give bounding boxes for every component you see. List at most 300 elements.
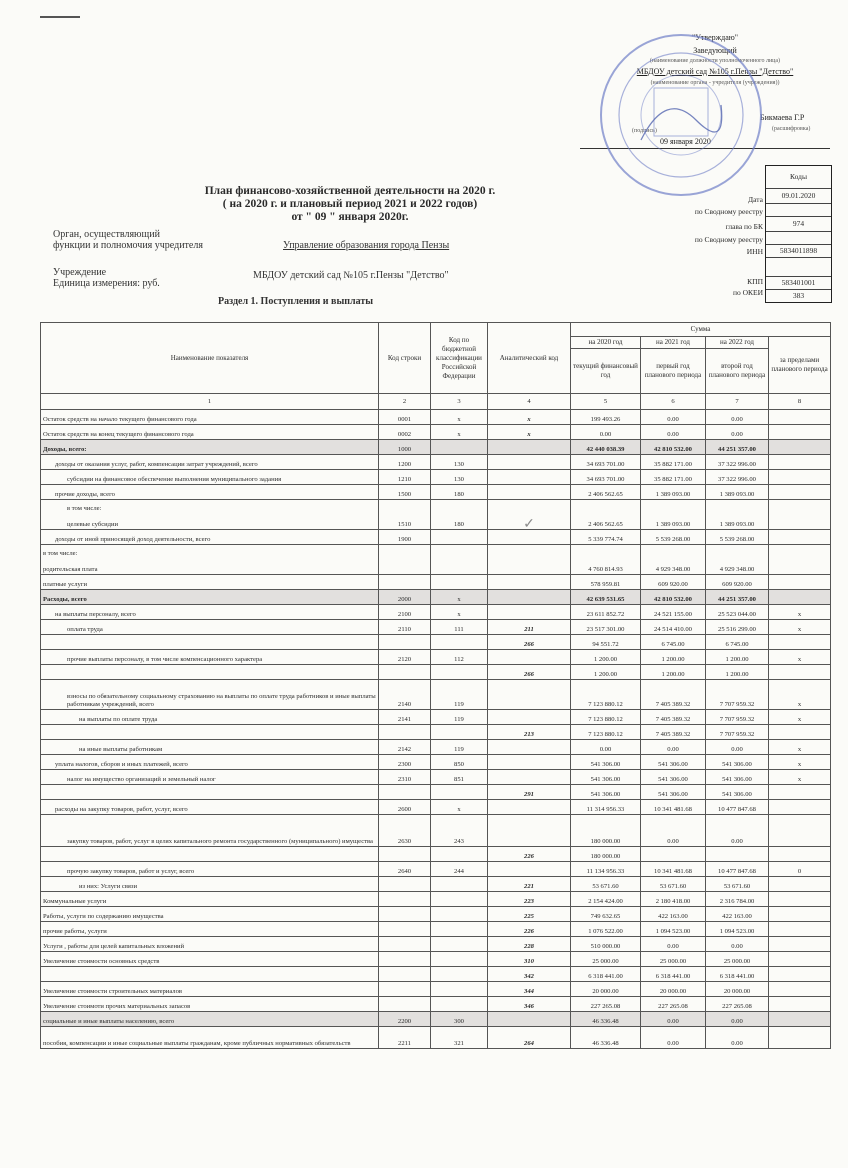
row-code xyxy=(379,877,431,892)
value-2022: 1 094 523.00 xyxy=(706,922,769,937)
row-name xyxy=(41,635,379,650)
row-kbk: 119 xyxy=(431,710,488,725)
row-code xyxy=(379,725,431,740)
table-row xyxy=(41,1027,831,1049)
value-2020: 541 306.00 xyxy=(571,755,641,770)
value-2020: 541 306.00 xyxy=(571,785,641,800)
value-beyond: x xyxy=(769,620,831,635)
approval-date: 09 января 2020 xyxy=(660,137,711,146)
row-kbk xyxy=(431,937,488,952)
row-name: прочие доходы, всего xyxy=(41,485,379,500)
value-beyond xyxy=(769,892,831,907)
title-line-2: ( на 2020 г. и плановый период 2021 и 2022 годов) xyxy=(222,198,478,210)
row-analytic-code xyxy=(488,470,571,485)
row-code xyxy=(379,952,431,967)
table-row xyxy=(41,755,831,770)
bk-label: глава по БК xyxy=(725,222,763,231)
title-line-3: от " 09 " января 2020г. xyxy=(291,211,409,223)
value-2020: 0.00 xyxy=(571,740,641,755)
kpp-value: 583401001 xyxy=(766,277,831,290)
org-caption: (наименование органа - учредителя (учреждения)) xyxy=(650,80,780,86)
header-name: Наименование показателя xyxy=(41,323,379,394)
row-code xyxy=(379,907,431,922)
value-2020: 180 000.00 xyxy=(571,847,641,862)
column-number: 1 xyxy=(41,394,379,410)
value-2020: 7 123 880.12 xyxy=(571,680,641,710)
empty-code xyxy=(766,258,831,277)
row-name: Остаток средств на конец текущего финансового года xyxy=(41,425,379,440)
value-2020: 1 200.00 xyxy=(571,665,641,680)
value-2020: 180 000.00 xyxy=(571,815,641,847)
value-2021: 25 000.00 xyxy=(641,952,706,967)
row-name: Работы, услуги по содержанию имущества xyxy=(41,907,379,922)
institution-value: МБДОУ детский сад №105 г.Пензы "Детство" xyxy=(253,270,449,281)
value-2020: 510 000.00 xyxy=(571,937,641,952)
row-analytic-code: 223 xyxy=(488,892,571,907)
value-2020: 42 440 038.39 xyxy=(571,440,641,455)
row-name: оплата труда xyxy=(41,620,379,635)
value-2020: 7 123 880.12 xyxy=(571,725,641,740)
value-2022: 0.00 xyxy=(706,425,769,440)
row-kbk: 300 xyxy=(431,1012,488,1027)
value-2021: 541 306.00 xyxy=(641,785,706,800)
value-2021: 0.00 xyxy=(641,740,706,755)
value-beyond: x xyxy=(769,680,831,710)
row-kbk xyxy=(431,922,488,937)
row-kbk xyxy=(431,530,488,545)
value-2021: 1 094 523.00 xyxy=(641,922,706,937)
row-kbk: x xyxy=(431,410,488,425)
row-name: Коммунальные услуги xyxy=(41,892,379,907)
table-row xyxy=(41,605,831,620)
row-analytic-code xyxy=(488,740,571,755)
value-2022: 5 539 268.00 xyxy=(706,530,769,545)
value-beyond: x xyxy=(769,755,831,770)
table-row xyxy=(41,937,831,952)
value-2021: 6 745.00 xyxy=(641,635,706,650)
value-beyond xyxy=(769,425,831,440)
header-2022-sub: второй год планового периода xyxy=(706,349,769,394)
row-name: налог на имущество организаций и земельный налог xyxy=(41,770,379,785)
value-2021: 0.00 xyxy=(641,1012,706,1027)
row-analytic-code: 264 xyxy=(488,1027,571,1049)
value-beyond xyxy=(769,815,831,847)
row-analytic-code xyxy=(488,770,571,785)
value-2020: 94 551.72 xyxy=(571,635,641,650)
header-2021-sub: первый год планового периода xyxy=(641,349,706,394)
row-code xyxy=(379,967,431,982)
table-row xyxy=(41,635,831,650)
row-kbk xyxy=(431,725,488,740)
table-row xyxy=(41,997,831,1012)
value-2022: 1 200.00 xyxy=(706,665,769,680)
value-2020: 227 265.08 xyxy=(571,997,641,1012)
founder-label-1: Орган, осуществляющий xyxy=(53,229,160,240)
value-beyond xyxy=(769,952,831,967)
value-2020: 53 671.60 xyxy=(571,877,641,892)
registry-label-2: по Сводному реестру xyxy=(694,235,763,244)
table-row xyxy=(41,650,831,665)
value-2020: 578 959.81 xyxy=(571,575,641,590)
row-name: Увеличение стоимоти прочих материальных запасов xyxy=(41,997,379,1012)
row-name: пособия, компенсации и иные социальные выплаты гражданам, кроме публичных нормативных обязательств xyxy=(41,1027,379,1049)
row-code xyxy=(379,937,431,952)
value-2021: 5 539 268.00 xyxy=(641,530,706,545)
table-row xyxy=(41,922,831,937)
value-beyond xyxy=(769,1027,831,1049)
value-2021: 35 882 171.00 xyxy=(641,455,706,470)
registry-value-2 xyxy=(766,232,831,245)
row-name xyxy=(41,665,379,680)
row-code: 1510 xyxy=(379,500,431,530)
value-beyond xyxy=(769,1012,831,1027)
okei-value: 383 xyxy=(792,291,805,300)
row-name: платные услуги xyxy=(41,575,379,590)
row-name: расходы на закупку товаров, работ, услуг, всего xyxy=(41,800,379,815)
value-2020: 25 000.00 xyxy=(571,952,641,967)
row-analytic-code: x xyxy=(488,410,571,425)
table-row xyxy=(41,455,831,470)
row-kbk: 850 xyxy=(431,755,488,770)
document-title xyxy=(150,185,550,224)
value-2021: 10 341 481.68 xyxy=(641,800,706,815)
value-2022: 422 163.00 xyxy=(706,907,769,922)
value-2021: 1 200.00 xyxy=(641,665,706,680)
value-2022: 6 745.00 xyxy=(706,635,769,650)
row-kbk: 244 xyxy=(431,862,488,877)
value-2022: 609 920.00 xyxy=(706,575,769,590)
row-analytic-code xyxy=(488,755,571,770)
row-analytic-code xyxy=(488,800,571,815)
table-row xyxy=(41,680,831,710)
row-name: прочую закупку товаров, работ и услуг, всего xyxy=(41,862,379,877)
table-row xyxy=(41,877,831,892)
row-analytic-code: 346 xyxy=(488,997,571,1012)
row-kbk xyxy=(431,877,488,892)
table-row xyxy=(41,907,831,922)
value-2021: 0.00 xyxy=(641,937,706,952)
value-2021: 541 306.00 xyxy=(641,755,706,770)
value-2020: 11 134 956.33 xyxy=(571,862,641,877)
row-analytic-code xyxy=(488,485,571,500)
value-2022: 6 318 441.00 xyxy=(706,967,769,982)
value-2021: 4 929 348.00 xyxy=(641,545,706,575)
value-beyond xyxy=(769,485,831,500)
row-name: уплата налогов, сборов и иных платежей, всего xyxy=(41,755,379,770)
value-2022: 37 322 996.00 xyxy=(706,470,769,485)
table-row xyxy=(41,862,831,877)
value-2022: 53 671.60 xyxy=(706,877,769,892)
row-code xyxy=(379,635,431,650)
value-beyond xyxy=(769,725,831,740)
row-code: 2000 xyxy=(379,590,431,605)
row-kbk xyxy=(431,997,488,1012)
value-beyond xyxy=(769,455,831,470)
row-analytic-code xyxy=(488,815,571,847)
value-beyond xyxy=(769,967,831,982)
row-analytic-code: 291 xyxy=(488,785,571,800)
row-code xyxy=(379,997,431,1012)
row-name: Услуги , работы для целей капитальных вложений xyxy=(41,937,379,952)
table-row xyxy=(41,440,831,455)
value-2020: 34 693 701.00 xyxy=(571,455,641,470)
row-name: взносы по обязательному социальному страхованию на выплаты по оплате труда работников и иные выплаты работникам учреждений, всего xyxy=(41,680,379,710)
column-number: 6 xyxy=(641,394,706,410)
row-kbk xyxy=(431,907,488,922)
row-analytic-code xyxy=(488,650,571,665)
date-value: 09.01.2020 xyxy=(766,189,831,204)
approver-org: МБДОУ детский сад №105 г.Пензы "Детство" xyxy=(636,67,794,76)
row-name: в том числе: родительская плата xyxy=(41,545,379,575)
row-kbk xyxy=(431,982,488,997)
value-beyond xyxy=(769,410,831,425)
value-2022: 7 707 959.32 xyxy=(706,680,769,710)
value-beyond: x xyxy=(769,710,831,725)
inn-value: 5834011898 xyxy=(766,245,831,258)
value-2020: 2 406 562.65 xyxy=(571,500,641,530)
row-name: на выплаты по оплате труда xyxy=(41,710,379,725)
value-2022: 44 251 357.00 xyxy=(706,440,769,455)
value-2022: 0.00 xyxy=(706,410,769,425)
row-code: 2110 xyxy=(379,620,431,635)
row-kbk: 243 xyxy=(431,815,488,847)
founder-value: Управление образования города Пензы xyxy=(283,240,450,251)
value-beyond xyxy=(769,922,831,937)
row-code xyxy=(379,892,431,907)
value-2022: 1 389 093.00 xyxy=(706,500,769,530)
table-row xyxy=(41,500,831,530)
value-2021 xyxy=(641,847,706,862)
value-2020: 23 517 301.00 xyxy=(571,620,641,635)
row-code: 1200 xyxy=(379,455,431,470)
row-analytic-code xyxy=(488,862,571,877)
header-2020-sub: текущий финансовый год xyxy=(571,349,641,394)
row-kbk xyxy=(431,575,488,590)
row-analytic-code xyxy=(488,590,571,605)
table-row xyxy=(41,800,831,815)
row-code: 2140 xyxy=(379,680,431,710)
registry-value-1 xyxy=(766,204,831,217)
value-2021: 20 000.00 xyxy=(641,982,706,997)
row-name: закупку товаров, работ, услуг в целях капитального ремонта государственного (муниципального) имущества xyxy=(41,815,379,847)
row-kbk xyxy=(431,847,488,862)
table-row xyxy=(41,530,831,545)
row-analytic-code xyxy=(488,530,571,545)
institution-label: Учреждение xyxy=(53,267,107,278)
row-code: 1500 xyxy=(379,485,431,500)
row-code: 1900 xyxy=(379,530,431,545)
value-beyond xyxy=(769,500,831,530)
value-beyond: x xyxy=(769,650,831,665)
row-name: на выплаты персоналу, всего xyxy=(41,605,379,620)
table-row xyxy=(41,892,831,907)
value-beyond xyxy=(769,982,831,997)
row-code: 2630 xyxy=(379,815,431,847)
row-kbk xyxy=(431,785,488,800)
table-row xyxy=(41,967,831,982)
row-name: доходы от оказания услуг, работ, компенсации затрат учреждений, всего xyxy=(41,455,379,470)
table-row xyxy=(41,665,831,680)
value-beyond xyxy=(769,877,831,892)
codes-header: Коды xyxy=(766,166,831,189)
table-row xyxy=(41,982,831,997)
table-row xyxy=(41,815,831,847)
row-kbk: 130 xyxy=(431,455,488,470)
value-2022: 0.00 xyxy=(706,1012,769,1027)
row-kbk xyxy=(431,967,488,982)
value-2022: 0.00 xyxy=(706,815,769,847)
row-analytic-code: 228 xyxy=(488,937,571,952)
table-row xyxy=(41,410,831,425)
row-code: 2310 xyxy=(379,770,431,785)
value-2021: 1 389 093.00 xyxy=(641,500,706,530)
row-code: 1000 xyxy=(379,440,431,455)
row-kbk xyxy=(431,440,488,455)
row-kbk: 112 xyxy=(431,650,488,665)
value-2022: 541 306.00 xyxy=(706,755,769,770)
registry-label-1: по Сводному реестру xyxy=(694,207,763,216)
row-kbk: x xyxy=(431,605,488,620)
founder-label-2: функции и полномочия учредителя xyxy=(53,240,203,251)
row-analytic-code xyxy=(488,545,571,575)
approver-position: Заведующий xyxy=(693,46,737,55)
value-2021: 1 389 093.00 xyxy=(641,485,706,500)
row-code xyxy=(379,847,431,862)
value-2022: 37 322 996.00 xyxy=(706,455,769,470)
value-beyond: x xyxy=(769,740,831,755)
row-name: прочие работы, услуги xyxy=(41,922,379,937)
row-name: доходы от иной приносящей доход деятельности, всего xyxy=(41,530,379,545)
table-row xyxy=(41,620,831,635)
official-stamp-icon xyxy=(596,30,766,200)
value-2022: 25 523 044.00 xyxy=(706,605,769,620)
corner-mark xyxy=(40,16,80,18)
value-beyond xyxy=(769,530,831,545)
value-2020: 199 493.26 xyxy=(571,410,641,425)
row-analytic-code: 226 xyxy=(488,922,571,937)
value-2020: 34 693 701.00 xyxy=(571,470,641,485)
row-name: Расходы, всего xyxy=(41,590,379,605)
row-code: 2640 xyxy=(379,862,431,877)
value-2021: 7 405 389.32 xyxy=(641,725,706,740)
value-2020: 2 154 424.00 xyxy=(571,892,641,907)
value-2022: 541 306.00 xyxy=(706,785,769,800)
value-beyond xyxy=(769,590,831,605)
row-kbk xyxy=(431,892,488,907)
value-2020: 1 076 522.00 xyxy=(571,922,641,937)
row-analytic-code xyxy=(488,575,571,590)
row-kbk: 119 xyxy=(431,740,488,755)
value-2022: 227 265.08 xyxy=(706,997,769,1012)
row-name: Остаток средств на начало текущего финансового года xyxy=(41,410,379,425)
value-beyond xyxy=(769,665,831,680)
inn-label: ИНН xyxy=(746,247,763,256)
value-2020: 749 632.65 xyxy=(571,907,641,922)
row-kbk: x xyxy=(431,800,488,815)
value-2022: 0.00 xyxy=(706,937,769,952)
row-code: 0001 xyxy=(379,410,431,425)
value-2020: 7 123 880.12 xyxy=(571,710,641,725)
date-label: Дата xyxy=(748,195,763,204)
table-row xyxy=(41,785,831,800)
column-number: 3 xyxy=(431,394,488,410)
row-code xyxy=(379,982,431,997)
value-2020: 4 760 814.93 xyxy=(571,545,641,575)
header-analytic: Аналитический код xyxy=(488,323,571,394)
header-sum: Сумма xyxy=(571,323,831,337)
row-code: 2141 xyxy=(379,710,431,725)
column-number: 2 xyxy=(379,394,431,410)
table-row xyxy=(41,425,831,440)
table-row xyxy=(41,740,831,755)
value-2022: 25 516 299.00 xyxy=(706,620,769,635)
value-2021: 609 920.00 xyxy=(641,575,706,590)
value-2022: 0.00 xyxy=(706,1027,769,1049)
value-beyond: x xyxy=(769,770,831,785)
table-row xyxy=(41,470,831,485)
row-code: 2211 xyxy=(379,1027,431,1049)
value-2020: 2 406 562.65 xyxy=(571,485,641,500)
row-kbk: 180 xyxy=(431,485,488,500)
position-caption: (наименование должности уполномоченного лица) xyxy=(649,58,781,64)
value-beyond xyxy=(769,635,831,650)
table-row xyxy=(41,770,831,785)
row-kbk xyxy=(431,635,488,650)
row-analytic-code xyxy=(488,680,571,710)
value-2022: 4 929 348.00 xyxy=(706,545,769,575)
row-kbk xyxy=(431,952,488,967)
value-2022: 1 389 093.00 xyxy=(706,485,769,500)
value-beyond xyxy=(769,847,831,862)
header-code: Код строки xyxy=(379,323,431,394)
row-code xyxy=(379,785,431,800)
value-beyond xyxy=(769,440,831,455)
value-2022: 1 200.00 xyxy=(706,650,769,665)
row-analytic-code: 344 xyxy=(488,982,571,997)
value-beyond xyxy=(769,785,831,800)
row-code xyxy=(379,545,431,575)
value-2022 xyxy=(706,847,769,862)
value-2020: 11 314 956.33 xyxy=(571,800,641,815)
row-name xyxy=(41,847,379,862)
header-kbk: Код по бюджетной классификации Российской Федерации xyxy=(431,323,488,394)
table-row xyxy=(41,575,831,590)
value-beyond xyxy=(769,575,831,590)
value-2020: 5 339 774.74 xyxy=(571,530,641,545)
value-2021: 0.00 xyxy=(641,425,706,440)
value-beyond xyxy=(769,545,831,575)
value-beyond xyxy=(769,937,831,952)
unit-label: Единица измерения: руб. xyxy=(53,278,160,289)
value-beyond xyxy=(769,800,831,815)
value-2022: 0.00 xyxy=(706,740,769,755)
row-analytic-code: 221 xyxy=(488,877,571,892)
row-analytic-code: 266 xyxy=(488,665,571,680)
row-kbk: 130 xyxy=(431,470,488,485)
row-name: на иные выплаты работникам xyxy=(41,740,379,755)
row-analytic-code: 211 xyxy=(488,620,571,635)
value-2020: 20 000.00 xyxy=(571,982,641,997)
table-row xyxy=(41,545,831,575)
row-name: прочие выплаты персоналу, в том числе компенсационного характера xyxy=(41,650,379,665)
section-title: Раздел 1. Поступления и выплаты xyxy=(218,296,374,307)
row-name xyxy=(41,785,379,800)
row-name: субсидии на финансовое обеспечение выполнения муниципального задания xyxy=(41,470,379,485)
approve-label: "Утверждаю" xyxy=(691,33,739,42)
row-name: Увеличение стоимости основных средств xyxy=(41,952,379,967)
value-2021: 7 405 389.32 xyxy=(641,710,706,725)
column-number: 5 xyxy=(571,394,641,410)
